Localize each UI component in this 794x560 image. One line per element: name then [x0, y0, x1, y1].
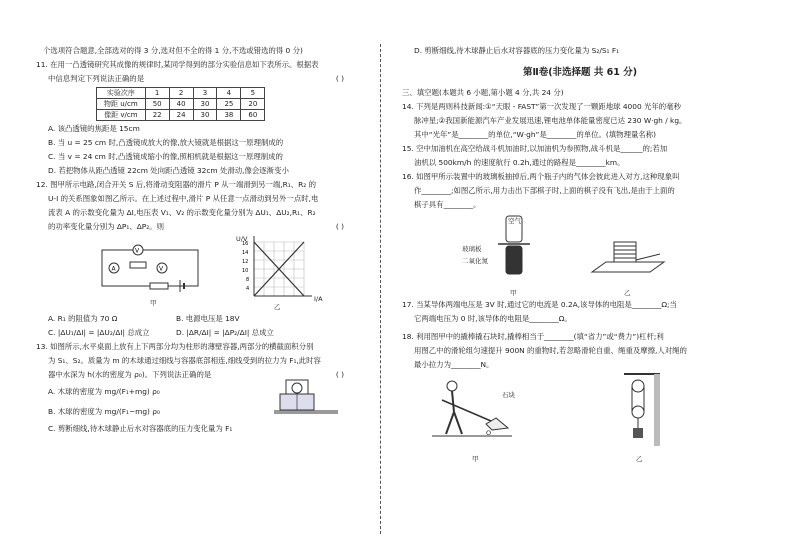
q12-options-cd	[36, 326, 362, 340]
table-cell: 30	[193, 110, 217, 121]
q12-figures	[36, 234, 362, 312]
q14-line-1: 14. 下列是两则科技新闻:①“天眼 - FAST”第一次发现了一颗距地球 4000 光年的毫秒	[402, 102, 681, 111]
stone-label: 石块	[502, 391, 515, 399]
air-label: 空气	[508, 217, 521, 225]
section-intro: 个选项符合题意,全部选对的得 3 分,选对但不全的得 1 分,不选或错选的得 0 分)	[43, 46, 303, 55]
q14-line-3: 其中“光年”是________的单位,“W·gh”是________的单位。(填物理量名称)	[414, 130, 657, 139]
q18-line-3: 最小拉力为________N。	[414, 360, 494, 369]
q12-option-a: A. R₁ 的阻值为 70 Ω	[48, 314, 118, 323]
q12-line-3: 流表 A 的示数变化量为 ΔI,电压表 V₁、V₂ 的示数变化量分别为 ΔU₁、ΔU₂,R₁、R₂	[48, 208, 316, 217]
q11-option-c: C. 当 v = 24 cm 时,凸透镜成缩小的像,照相机就是根据这一原理制成的	[48, 152, 283, 161]
u-i-graph	[240, 234, 316, 306]
q16-figures	[402, 212, 758, 298]
glass-plate-label: 玻璃板	[462, 245, 482, 253]
q11-option-a: A. 该凸透镜的焦距是 15cm	[48, 124, 140, 133]
q17-line-2: 它两端电压为 0 时,该导体的电阻是________Ω。	[414, 314, 572, 323]
table-cell: 4	[217, 88, 241, 99]
q13-option-block	[36, 382, 362, 436]
fig-label-b: 乙	[636, 455, 643, 463]
q13-option-a: A. 木球的密度为 mg/(F₁+mg) ρ₀	[48, 387, 160, 396]
table-cell: 38	[217, 110, 241, 121]
svg-text:4: 4	[246, 286, 250, 292]
q16-line-3: 棋子具有________。	[414, 200, 481, 209]
q15-line-2: 油机以 500km/h 的速度航行 0.2h,通过的路程是________km。	[414, 158, 625, 167]
svg-text:14: 14	[242, 250, 249, 256]
q13-option-c: C. 剪断细线,待木球静止后水对容器底的压力变化量为 F₁	[48, 424, 233, 433]
fig-label-b: 乙	[274, 303, 281, 311]
svg-text:12: 12	[242, 259, 249, 265]
q11-line-2	[36, 72, 362, 86]
q18-line-2: 用图乙中的滑轮组匀速提升 900N 的重物时,若忽略滑轮自重、绳重及摩擦,人对绳的	[414, 346, 687, 355]
q14-line-2: 脉冲星;②我国新能源汽车产业发展迅速,锂电池单体能量密度已达 230 W·gh / kg。	[414, 116, 687, 125]
table-cell: 1	[145, 88, 169, 99]
table-cell: 30	[193, 99, 217, 110]
table-cell: 25	[217, 99, 241, 110]
no2-label: 二氧化氮	[462, 257, 488, 265]
table-cell: 5	[241, 88, 265, 99]
svg-text:10: 10	[242, 268, 249, 274]
q11-option-b: B. 当 u = 25 cm 时,凸透镜成放大的像,放大镜就是根据这一原理制成的	[48, 138, 284, 147]
table-row	[97, 88, 265, 99]
table-cell: 像距 v/cm	[97, 110, 146, 121]
q13-line-2: 为 S₁、S₂。质量为 m 的木球通过细线与容器底部相连,细线受到的拉力为 F₁,此时容	[48, 356, 321, 365]
svg-text:V: V	[159, 265, 164, 273]
q15-line-1: 15. 空中加油机在高空给战斗机加油时,以加油机为参照物,战斗机是______的;若加	[402, 144, 668, 153]
q12-option-c: C. |ΔU₁/ΔI| = |ΔU₂/ΔI| 总成立	[48, 328, 150, 337]
lens-data-table	[96, 87, 265, 121]
y-axis-label: U/V	[236, 235, 248, 243]
table-cell: 实验次序	[97, 88, 146, 99]
table-row	[97, 110, 265, 121]
table-cell: 60	[241, 110, 265, 121]
q16-line-2: 作________;如图乙所示,用力击出下部棋子时,上面的棋子没有飞出,是由于上面的	[414, 186, 675, 195]
section-3-heading: 三、填空题(本题共 6 小题,第小题 4 分,共 24 分)	[402, 88, 564, 97]
q12-line-2: U-I 的关系图象如图乙所示。在上述过程中,滑片 P 从任意一点滑动到另外一点时,电	[48, 194, 319, 203]
right-column	[402, 44, 758, 462]
table-cell: 50	[145, 99, 169, 110]
svg-text:8: 8	[246, 277, 250, 283]
q11-option-d: D. 若把物体从距凸透镜 22cm 处向距凸透镜 32cm 处滑动,像会逐渐变小	[48, 166, 289, 175]
container-diagram	[274, 376, 338, 416]
q12-option-d: D. |ΔR/ΔI| = |ΔP₂/ΔI| 总成立	[176, 328, 274, 337]
q18-figures	[402, 372, 758, 462]
q11-answer-paren: ( )	[335, 74, 344, 83]
table-cell: 40	[169, 99, 193, 110]
svg-text:A: A	[111, 265, 116, 273]
x-axis-label: I/A	[314, 295, 323, 303]
q13-option-b: B. 木球的密度为 mg/(F₁−mg) ρ₀	[48, 407, 160, 416]
table-cell: 22	[145, 110, 169, 121]
q13-line-1: 13. 如图所示,水平桌面上放有上下两部分均为柱形的薄壁容器,两部分的横截面积分别	[36, 342, 314, 351]
left-column	[36, 44, 362, 436]
q17-line-1: 17. 当某导体两端电压是 3V 时,通过它的电流是 0.2A,该导体的电阻是________Ω;当	[402, 300, 677, 309]
q12-answer-paren: ( )	[335, 222, 344, 231]
table-cell: 20	[241, 99, 265, 110]
q13-answer-paren: ( )	[335, 370, 344, 379]
q12-options-ab	[36, 312, 362, 326]
q13-option-d: D. 剪断细线,待木球静止后水对容器底的压力变化量为 S₂/S₁ F₁	[414, 46, 620, 55]
crowbar-figure	[432, 378, 512, 440]
fig-label-b: 乙	[624, 289, 631, 297]
q12-option-b: B. 电源电压是 18V	[176, 314, 240, 323]
q12-text: 的功率变化量分别为 ΔP₁、ΔP₂。则	[48, 222, 164, 231]
q12-line-4	[36, 220, 362, 234]
svg-text:V: V	[135, 247, 140, 255]
section-title: 第Ⅱ卷(非选择题 共 61 分)	[522, 67, 638, 78]
table-cell: 3	[193, 88, 217, 99]
table-cell: 2	[169, 88, 193, 99]
circuit-diagram	[94, 240, 206, 294]
table-cell: 物距 u/cm	[97, 99, 146, 110]
column-divider	[380, 44, 381, 534]
q18-line-1: 18. 利用图甲中的撬棒撬石块时,撬棒相当于________(填“省力”或“费力”)杠杆;利	[402, 332, 664, 341]
table-row	[97, 99, 265, 110]
fig-label-a: 甲	[510, 289, 517, 297]
pulley-figure	[624, 372, 664, 448]
q13-text: 器中水深为 h(水的密度为 ρ₀)。下列说法正确的是	[48, 370, 212, 379]
q16-line-1: 16. 如图甲所示装置中的玻璃板抽掉后,两个瓶子内的气体会彼此进入对方,这种现象叫	[402, 172, 680, 181]
q12-line-1: 12. 图甲所示电路,闭合开关 S 后,将滑动变阻器的滑片 P 从一端滑到另一端,R₁、R₂ 的	[36, 180, 316, 189]
table-cell: 24	[169, 110, 193, 121]
q11-text: 中信息判定下列说法正确的是	[48, 74, 145, 83]
fig-label-a: 甲	[472, 455, 479, 463]
fig-label-a: 甲	[150, 299, 157, 307]
q11-line-1: 11. 在用一凸透镜研究其成像的规律时,某同学得到的部分实验信息如下表所示。根据表	[36, 60, 319, 69]
svg-text:16: 16	[242, 241, 249, 247]
checker-stack	[590, 232, 666, 280]
pivot-label: O	[486, 429, 492, 437]
